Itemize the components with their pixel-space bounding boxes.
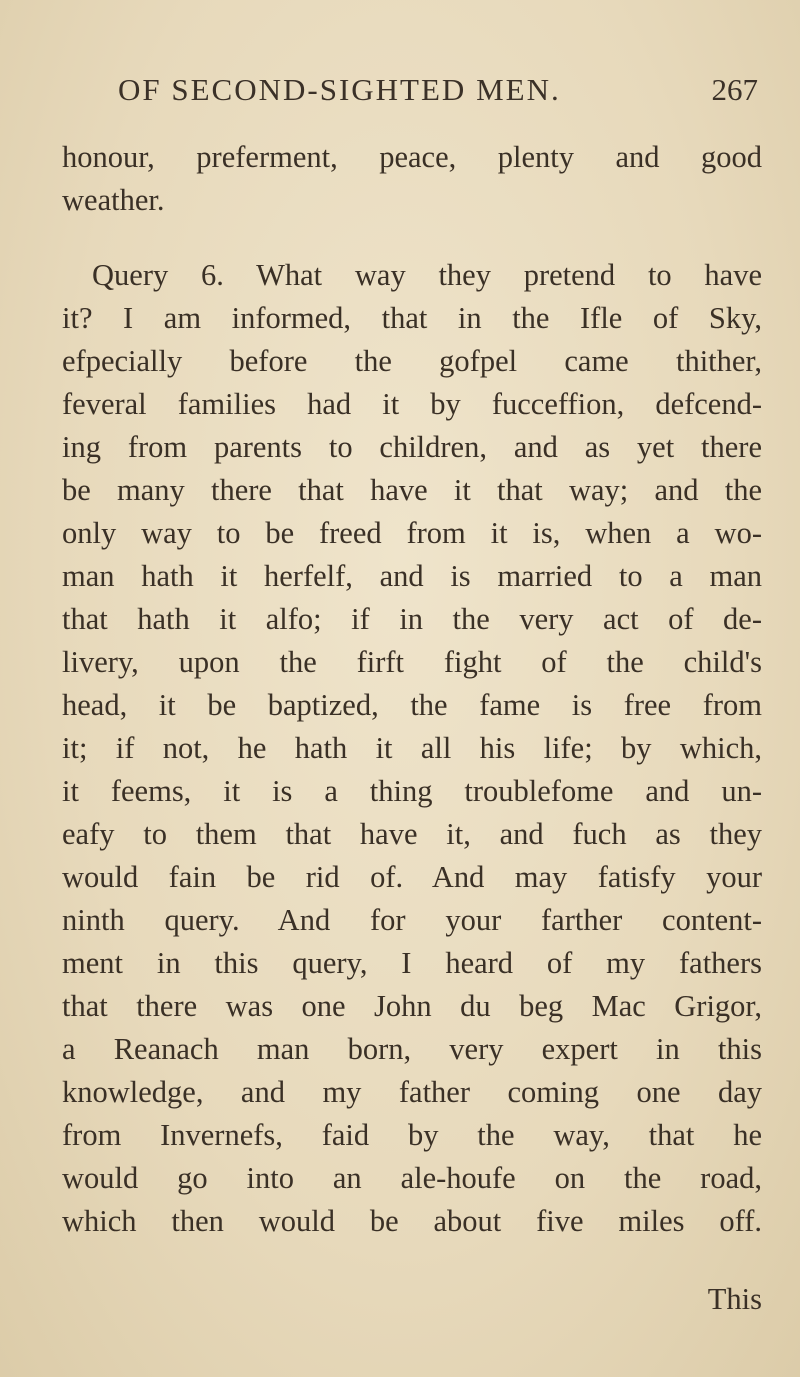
text-line: it; if not, he hath it all his life; by which, [62, 731, 762, 765]
text-line: man hath it herfelf, and is married to a man [62, 559, 762, 593]
text-line: knowledge, and my father coming one day [62, 1075, 762, 1109]
text-line: that hath it alfo; if in the very act of de- [62, 602, 762, 636]
text-line: it? I am informed, that in the Ifle of Sky, [62, 301, 762, 335]
text-line: eafy to them that have it, and fuch as they [62, 817, 762, 851]
text-line: only way to be freed from it is, when a wo- [62, 516, 762, 550]
text-line: from Invernefs, faid by the way, that he [62, 1118, 762, 1152]
text-line: a Reanach man born, very expert in this [62, 1032, 762, 1066]
running-head [118, 72, 758, 112]
text-line: would go into an ale-houfe on the road, [62, 1161, 762, 1195]
text-line: that there was one John du beg Mac Grigor, [62, 989, 762, 1023]
text-line: ninth query. And for your farther content- [62, 903, 762, 937]
page-number: 267 [711, 72, 758, 107]
text-line: head, it be baptized, the fame is free from [62, 688, 762, 722]
text-line: would fain be rid of. And may fatisfy your [62, 860, 762, 894]
text-line: ing from parents to children, and as yet there [62, 430, 762, 464]
text-line: which then would be about five miles off. [62, 1204, 762, 1238]
body-text [62, 136, 762, 1243]
text-line: be many there that have it that way; and the [62, 473, 762, 507]
text-line: honour, preferment, peace, plenty and good [62, 140, 762, 174]
catchword: This [707, 1282, 762, 1316]
text-line: weather. [62, 183, 165, 217]
text-line: ment in this query, I heard of my fathers [62, 946, 762, 980]
text-line: feveral families had it by fucceffion, defcend- [62, 387, 762, 421]
running-title: OF SECOND-SIGHTED MEN. [118, 72, 561, 107]
text-line: Query 6. What way they pretend to have [92, 258, 762, 292]
text-line: it feems, it is a thing troublefome and un- [62, 774, 762, 808]
text-line: livery, upon the firft fight of the child's [62, 645, 762, 679]
text-line: efpecially before the gofpel came thither, [62, 344, 762, 378]
